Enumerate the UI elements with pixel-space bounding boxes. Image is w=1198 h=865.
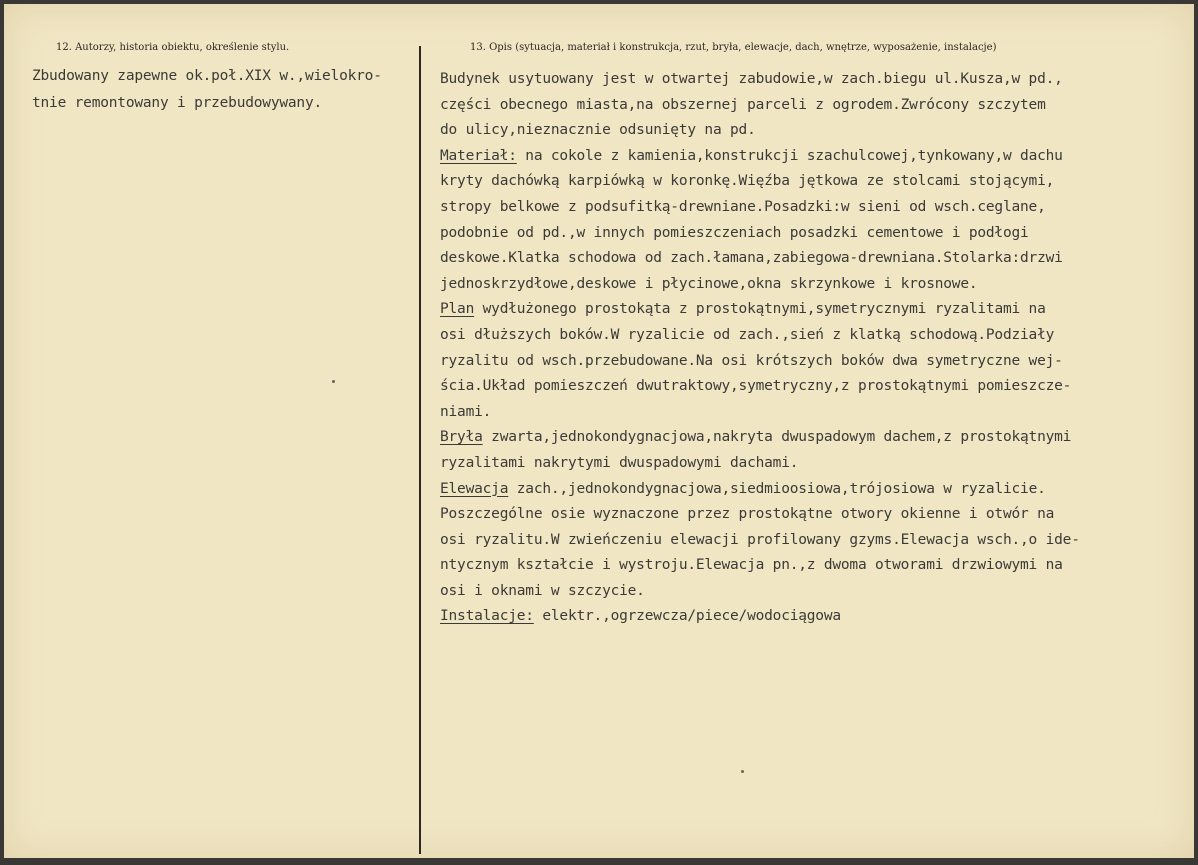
description-line — [440, 604, 1080, 630]
column-divider — [419, 46, 421, 854]
description-text-run: Budynek usytuowany jest w otwartej zabudowie,w zach.biegu ul.Kusza,w pd., — [440, 71, 1063, 87]
section-keyword: Elewacja — [440, 480, 509, 497]
description-line — [440, 272, 1080, 298]
description-line — [440, 477, 1080, 503]
record-card — [4, 4, 1194, 858]
description-text-run: Poszczególne osie wyznaczone przez prostokątne otwory okienne i otwór na — [440, 506, 1055, 523]
description-line — [440, 246, 1080, 272]
description-line — [440, 425, 1080, 451]
section-keyword: Plan — [440, 301, 475, 318]
description-text-run: ntycznym kształcie i wystroju.Elewacja pn.,z dwoma otworami drzwiowymi na — [440, 557, 1063, 574]
description-text-run: osi ryzalitu.W zwieńczeniu elewacji profilowany gzyms.Elewacja wsch.,o ide- — [440, 531, 1080, 548]
history-line: Zbudowany zapewne ok.poł.XIX w.,wielokro- — [32, 68, 382, 84]
description-text-run: osi dłuższych boków.W ryzalicie od zach.,sień z klatką schodową.Podziały — [440, 326, 1055, 343]
description-text-run: stropy belkowe z podsufitką-drewniane.Posadzki:w sieni od wsch.ceglane, — [440, 198, 1046, 215]
description-text-run: na cokole z kamienia,konstrukcji szachulcowej,tynkowany,w dachu — [516, 147, 1063, 164]
description-line — [440, 221, 1080, 247]
description-text-run: osi i oknami w szczycie. — [440, 582, 645, 599]
description-text-run: ryzalitu od wsch.przebudowane.Na osi krótszych boków dwa symetryczne wej- — [440, 352, 1063, 369]
description-line — [440, 67, 1080, 93]
description-text-run: jednoskrzydłowe,deskowe i płycinowe,okna skrzynkowe i krosnowe. — [440, 275, 978, 292]
description-line — [440, 195, 1080, 221]
section-keyword: Bryła — [440, 429, 483, 446]
section-12-header: 12. Autorzy, historia obiektu, określenie stylu. — [56, 42, 290, 53]
description-text-run: deskowe.Klatka schodowa od zach.łamana,zabiegowa-drewniana.Stolarka:drzwi — [440, 250, 1063, 267]
description-text-run: zwarta,jednokondygnacjowa,nakryta dwuspadowym dachem,z prostokątnymi — [482, 429, 1072, 446]
description-line — [440, 553, 1080, 579]
section-keyword: Materiał: — [440, 147, 517, 164]
description-line — [440, 93, 1080, 119]
history-text — [32, 63, 382, 117]
description-text-run: niami. — [440, 403, 492, 420]
description-text-run: części obecnego miasta,na obszernej parceli z ogrodem.Zwrócony szczytem — [440, 96, 1046, 113]
description-line — [440, 169, 1080, 195]
description-text-run: zach.,jednokondygnacjowa,siedmioosiowa,trójosiowa w ryzalicie. — [508, 480, 1046, 497]
description-text-run: podobnie od pd.,w innych pomieszczeniach posadzki cementowe i podłogi — [440, 224, 1029, 241]
history-line: tnie remontowany i przebudowywany. — [32, 95, 323, 111]
description-line — [440, 297, 1080, 323]
description-text — [440, 67, 1080, 630]
description-line — [440, 528, 1080, 554]
section-13-header: 13. Opis (sytuacja, materiał i konstrukcja, rzut, bryła, elewacje, dach, wnętrze, wyposażenie, instalacje) — [470, 42, 997, 53]
description-line — [440, 579, 1080, 605]
description-text-run: kryty dachówką karpiówką w koronkę.Więźba jętkowa ze stolcami stojącymi, — [440, 173, 1055, 190]
paper-speck — [741, 770, 744, 773]
description-line — [440, 451, 1080, 477]
description-text-run: ryzalitami nakrytymi dwuspadowymi dachami. — [440, 454, 799, 471]
description-text-run: do ulicy,nieznacznie odsunięty na pd. — [440, 122, 756, 139]
description-text-run: elektr.,ogrzewcza/piece/wodociągowa — [533, 608, 841, 625]
description-line — [440, 502, 1080, 528]
description-line — [440, 118, 1080, 144]
description-line — [440, 323, 1080, 349]
description-text-run: ścia.Układ pomieszczeń dwutraktowy,symetryczny,z prostokątnymi pomieszcze- — [440, 378, 1072, 395]
paper-speck — [332, 380, 335, 383]
description-line — [440, 400, 1080, 426]
description-line — [440, 144, 1080, 170]
section-keyword: Instalacje: — [440, 608, 534, 625]
description-line — [440, 374, 1080, 400]
description-text-run: wydłużonego prostokąta z prostokątnymi,symetrycznymi ryzalitami na — [474, 301, 1046, 318]
description-line — [440, 349, 1080, 375]
